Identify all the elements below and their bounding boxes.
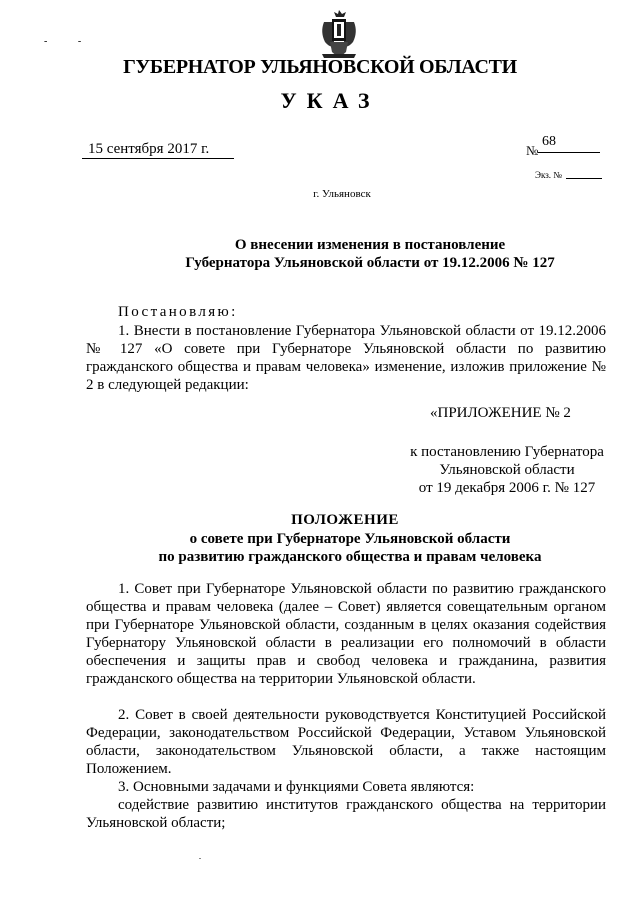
city: г. Ульяновск [313,188,371,200]
decree-date: 15 сентября 2017 г. [88,141,210,157]
body-paragraph-1 [86,580,606,688]
regulation-subtitle-line-1: о совете при Губернаторе Ульяновской области [189,531,511,547]
annex-heading: «ПРИЛОЖЕНИЕ № 2 [430,405,571,421]
resolve-clause: Постановляю: [118,304,238,320]
number-underline [538,152,600,153]
copy-number-label: Экз. № [535,170,562,180]
number-label: № [526,143,539,158]
regulation-subtitle-line-2: по развитию гражданского общества и правам человека [158,549,542,565]
decree-subject [120,236,620,272]
subject-line-2: Губернатора Ульяновской области от 19.12.2006 № 127 [185,255,555,271]
annex-ref-line-3: от 19 декабря 2006 г. № 127 [418,480,596,496]
scan-speck [199,858,201,859]
margin-marks: - - [44,36,96,47]
body-text-1: 1. Совет при Губернаторе Ульяновской области по развитию гражданского общества и правам человека (далее – Совет) является совещательным органом при Губернаторе Ульяновской области, созданным в целях оказания содействия Губернатору Ульяновской области в реализации его полномочий в области обеспечения и защиты прав и свобод человека и гражданина, развития гражданского общества на территории Ульяновской области. [86,581,606,687]
item-1-paragraph [86,322,606,394]
copy-number-underline [566,178,602,179]
body-paragraph-2 [86,706,606,778]
body-text-4: содействие развитию институтов гражданского общества на территории Ульяновской области; [86,797,606,831]
issuer-title: ГУБЕРНАТОР УЛЬЯНОВСКОЙ ОБЛАСТИ [123,56,517,78]
annex-ref-line-2: Ульяновской области [439,462,575,478]
annex-ref-line-1: к постановлению Губернатора [410,444,604,460]
date-underline [82,158,234,159]
decree-number: 68 [542,134,556,149]
subject-line-1: О внесении изменения в постановление [234,237,506,253]
regulation-title: ПОЛОЖЕНИЕ [291,512,399,528]
regulation-subtitle [100,530,600,566]
body-paragraph-4 [86,796,606,832]
body-text-3: 3. Основными задачами и функциями Совета являются: [118,779,475,795]
item-1-text: 1. Внести в постановление Губернатора Ульяновской области от 19.12.2006 № 127 «О совете при Губернаторе Ульяновской области по развитию гражданского общества и правам человека» изменение, изложив приложение № 2 в следующей редакции: [86,323,606,393]
document-type: УКАЗ [280,88,380,113]
coat-of-arms-emblem [316,8,362,60]
body-text-2: 2. Совет в своей деятельности руководствуется Конституцией Российской Федерации, законодательством Российской Федерации, Уставом Ульяновской области, законодательством Ульяновской области, а также настоящим Положением. [86,707,606,777]
body-paragraph-3 [86,778,606,796]
annex-reference [404,443,610,497]
